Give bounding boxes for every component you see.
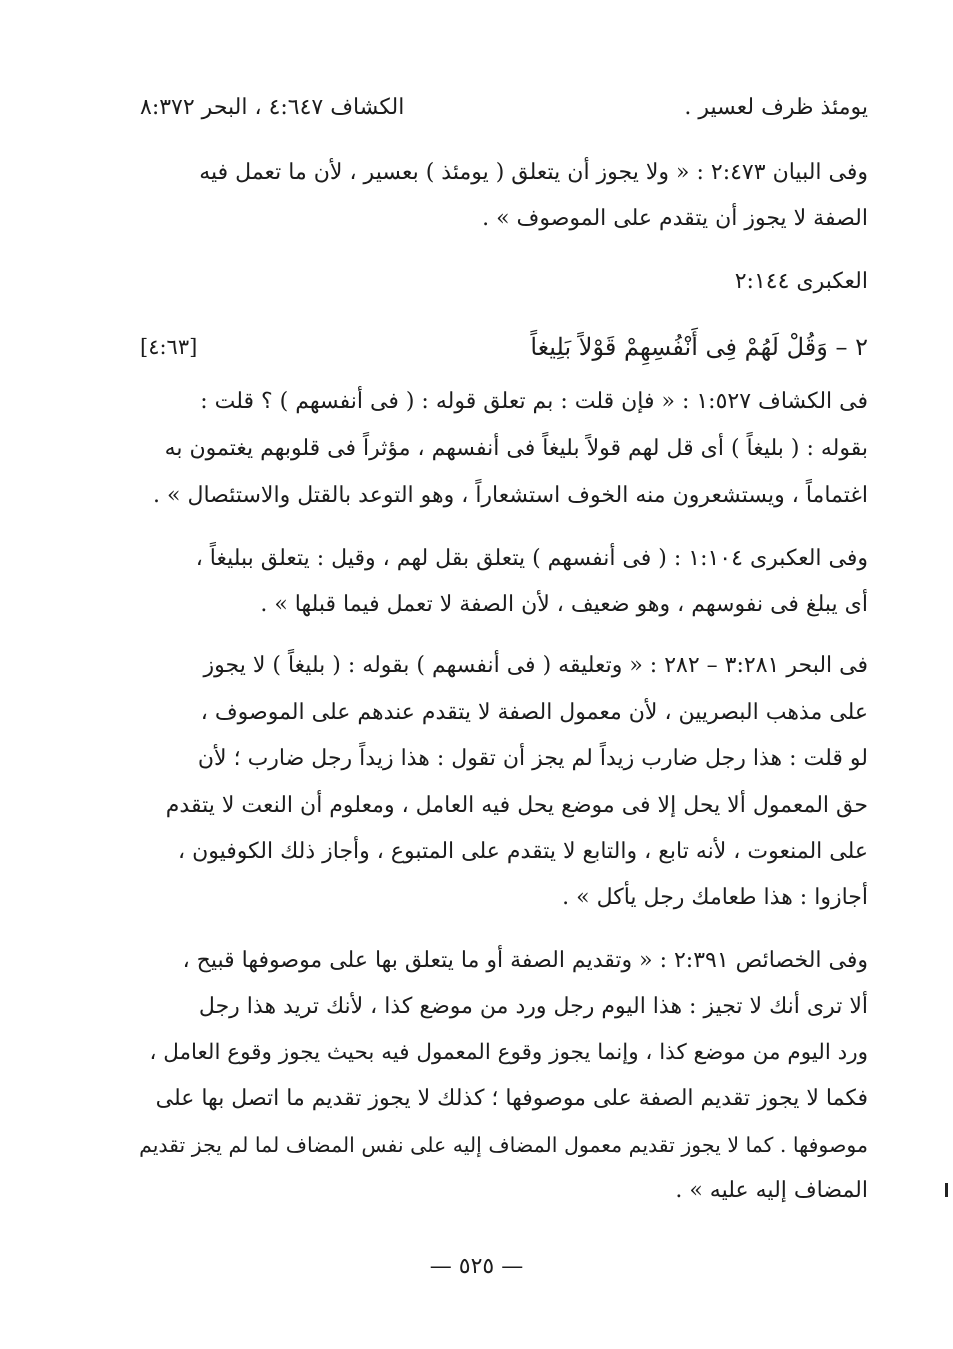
header-text: يومئذ ظرف لعسير . [684, 95, 868, 120]
bahr-line-5: على المنعوت ، لأنه تابع ، والتابع لا يتقدم على المتبوع ، وأجاز ذلك الكوفيون ، [177, 839, 868, 864]
kashshaf-line-1: فى الكشاف ١:٥٢٧ : « فإن قلت : بم تعلق قوله : ( فى أنفسهم ) ؟ قلت : [200, 389, 868, 414]
khasais-line-5: موصوفها . كما لا يجوز تقديم معمول المضاف إليه على نفس المضاف لما لم يجز تقديم [139, 1133, 868, 1157]
khasais-line-2: ألا ترى أنك لا تجيز : هذا اليوم رجل ورد من موضع كذا ، لأنك تريد هذا رجل [198, 994, 868, 1019]
ukbari-line-1: وفى العكبرى ١:١٠٤ : ( فى أنفسهم ) يتعلق بقل لهم ، وقيل : يتعلق ببليغاً ، [195, 546, 868, 571]
bahr-line-6: أجازوا : هذا طعامك رجل يأكل » . [562, 885, 868, 910]
bayan-line-2: الصفة لا يجوز أن يتقدم على الموصوف » . [482, 206, 868, 231]
header-references: الكشاف ٤:٦٤٧ ، البحر ٨:٣٧٢ [140, 95, 405, 120]
bahr-line-1: فى البحر ٣:٢٨١ – ٢٨٢ : « وتعليقه ( فى أنفسهم ) بقوله : ( بليغاً ) لا يجوز [203, 653, 868, 678]
page-number: — ٥٢٥ — [429, 1254, 524, 1279]
verse-text: ٢ – وَقُلْ لَهُمْ فِى أَنْفُسِهِمْ قَوْلاً بَلِيغاً [530, 333, 868, 361]
ukbari-reference: العكبرى ٢:١٤٤ [734, 269, 868, 294]
verse-reference: [٤:٦٣] [140, 335, 198, 359]
bayan-line-1: وفى البيان ٢:٤٧٣ : « ولا يجوز أن يتعلق ( يومئذ ) بعسير ، لأن ما تعمل فيه [199, 160, 868, 185]
bahr-line-3: لو قلت : هذا رجل ضارب زيداً لم يجز أن تقول : هذا زيداً رجل ضارب ؛ لأن [197, 746, 868, 771]
khasais-line-1: وفى الخصائص ٢:٣٩١ : « وتقديم الصفة أو ما يتعلق بها على موصوفها قبيح ، [182, 948, 868, 973]
kashshaf-line-2: بقوله : ( بليغاً ) أى قل لهم قولاً بليغاً فى أنفسهم ، مؤثراً فى قلوبهم يغتمون به [164, 436, 868, 461]
kashshaf-line-3: اغتماماً ، ويستشعرون منه الخوف استشعاراً ، وهو التوعد بالقتل والاستئصال » . [153, 483, 868, 508]
margin-mark [945, 1183, 948, 1197]
header-line [140, 92, 868, 124]
khasais-line-3: ورد اليوم من موضع كذا ، وإنما يجوز وقوع المعمول فيه بحيث يجوز وقوع العامل ، [149, 1040, 868, 1065]
bahr-line-2: على مذهب البصريين ، لأن معمول الصفة لا يتقدم عندهم على الموصوف ، [200, 700, 868, 725]
bahr-line-4: حق المعمول ألا يحل إلا فى موضع يحل فيه العامل ، ومعلوم أن النعت لا يتقدم [165, 793, 868, 818]
verse-line [140, 331, 868, 363]
khasais-line-4: فكما لا يجوز تقديم الصفة على موصوفها ؛ كذلك لا يجوز تقديم ما اتصل بها على [155, 1086, 868, 1111]
khasais-line-6: المضاف إليه عليه » . [675, 1178, 868, 1203]
ukbari-line-2: أى يبلغ فى نفوسهم ، وهو ضعيف ، لأن الصفة لا تعمل فيما قبلها » . [260, 592, 868, 617]
